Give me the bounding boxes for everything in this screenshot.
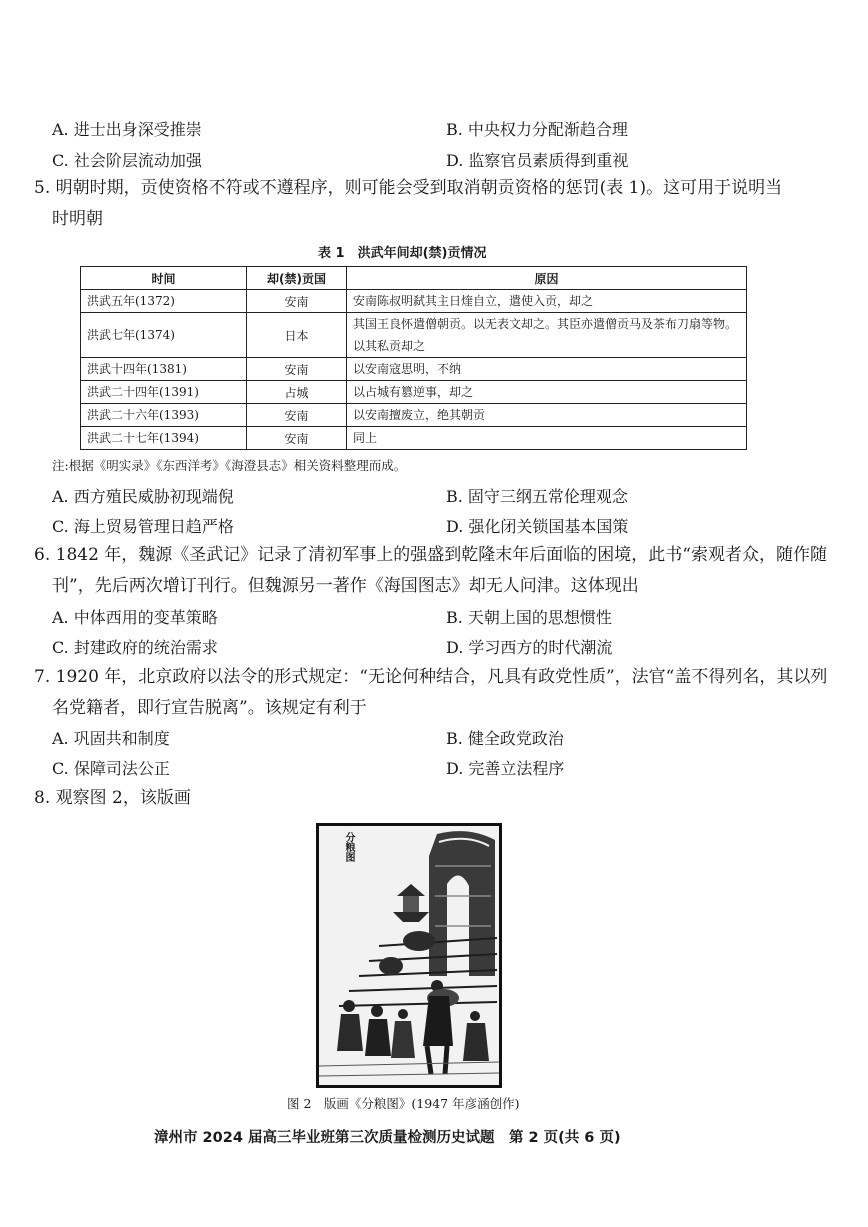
table-header-time: 时间 xyxy=(81,267,247,290)
q6-stem-line2: 刊”，先后两次增订刊行。但魏源另一著作《海国图志》却无人问津。这体现出 xyxy=(52,576,639,596)
table-cell-time: 洪武二十四年(1391) xyxy=(81,381,247,404)
q6-option-c: C. 封建政府的统治需求 xyxy=(52,638,218,657)
table-cell-reason: 以安南寇思明，不纳 xyxy=(347,358,747,381)
q4-option-d: D. 监察官员素质得到重视 xyxy=(446,151,629,170)
table-cell-country: 安南 xyxy=(247,427,347,450)
table-cell-time: 洪武七年(1374) xyxy=(81,313,247,358)
woodcut-print-image xyxy=(316,823,502,1088)
q7-option-d: D. 完善立法程序 xyxy=(446,759,565,778)
figure-caption: 图 2 版画《分粮图》(1947 年彦涵创作) xyxy=(287,1096,520,1111)
table-note: 注:根据《明实录》《东西洋考》《海澄县志》相关资料整理而成。 xyxy=(52,458,407,473)
table-cell-country: 安南 xyxy=(247,404,347,427)
table-cell-time: 洪武十四年(1381) xyxy=(81,358,247,381)
q8-stem: 8. 观察图 2，该版画 xyxy=(34,788,191,808)
q5-option-b: B. 固守三纲五常伦理观念 xyxy=(446,487,628,506)
table-row xyxy=(81,381,747,404)
table-cell-reason: 安南陈叔明弑其主日煃自立，遣使入贡，却之 xyxy=(347,290,747,313)
table-row xyxy=(81,404,747,427)
q7-stem-line2: 名党籍者，即行宣告脱离”。该规定有利于 xyxy=(52,698,367,718)
woodcut-illustration xyxy=(319,826,499,1085)
table-row xyxy=(81,290,747,313)
q6-option-a: A. 中体西用的变革策略 xyxy=(52,608,218,627)
table-cell-time: 洪武二十六年(1393) xyxy=(81,404,247,427)
table-cell-country: 占城 xyxy=(247,381,347,404)
table-1 xyxy=(80,266,747,450)
table-title: 表 1 洪武年间却(禁)贡情况 xyxy=(318,246,487,261)
table-cell-reason: 其国王良怀遣僧朝贡。以无表文却之。其臣亦遣僧贡马及茶布刀扇等物。以其私贡却之 xyxy=(347,313,747,358)
q6-stem-line1: 6. 1842 年，魏源《圣武记》记录了清初军事上的强盛到乾隆末年后面临的困境，此书“索观者众，随作随 xyxy=(34,545,827,565)
print-title: 分粮图 xyxy=(343,832,354,862)
table-header-country: 却(禁)贡国 xyxy=(247,267,347,290)
table-header-reason: 原因 xyxy=(347,267,747,290)
table-row xyxy=(81,358,747,381)
table-header-row xyxy=(81,267,747,290)
table-cell-time: 洪武五年(1372) xyxy=(81,290,247,313)
q5-option-c: C. 海上贸易管理日趋严格 xyxy=(52,517,234,536)
q5-option-d: D. 强化闭关锁国基本国策 xyxy=(446,517,629,536)
table-cell-country: 安南 xyxy=(247,290,347,313)
q4-option-a: A. 进士出身深受推崇 xyxy=(52,120,202,139)
table-cell-reason: 以占城有篡逆事，却之 xyxy=(347,381,747,404)
q6-option-d: D. 学习西方的时代潮流 xyxy=(446,638,613,657)
q4-option-b: B. 中央权力分配渐趋合理 xyxy=(446,120,628,139)
table-row xyxy=(81,427,747,450)
table-cell-reason: 以安南擅废立，绝其朝贡 xyxy=(347,404,747,427)
q5-stem-line2: 时明朝 xyxy=(52,209,103,229)
page-footer: 漳州市 2024 届高三毕业班第三次质量检测历史试题 第 2 页(共 6 页) xyxy=(154,1130,621,1146)
q6-option-b: B. 天朝上国的思想惯性 xyxy=(446,608,612,627)
q7-stem-line1: 7. 1920 年，北京政府以法令的形式规定：“无论何种结合，凡具有政党性质”，法官“盖不得列名，其以列 xyxy=(34,667,828,687)
q7-option-a: A. 巩固共和制度 xyxy=(52,729,170,748)
table-cell-country: 安南 xyxy=(247,358,347,381)
q5-option-a: A. 西方殖民威胁初现端倪 xyxy=(52,487,234,506)
table-cell-reason: 同上 xyxy=(347,427,747,450)
table-cell-country: 日本 xyxy=(247,313,347,358)
q4-option-c: C. 社会阶层流动加强 xyxy=(52,151,202,170)
table-row xyxy=(81,313,747,358)
table-cell-time: 洪武二十七年(1394) xyxy=(81,427,247,450)
q7-option-b: B. 健全政党政治 xyxy=(446,729,564,748)
q5-stem-line1: 5. 明朝时期，贡使资格不符或不遵程序，则可能会受到取消朝贡资格的惩罚(表 1)。这可用于说明当 xyxy=(34,178,783,198)
q7-option-c: C. 保障司法公正 xyxy=(52,759,170,778)
